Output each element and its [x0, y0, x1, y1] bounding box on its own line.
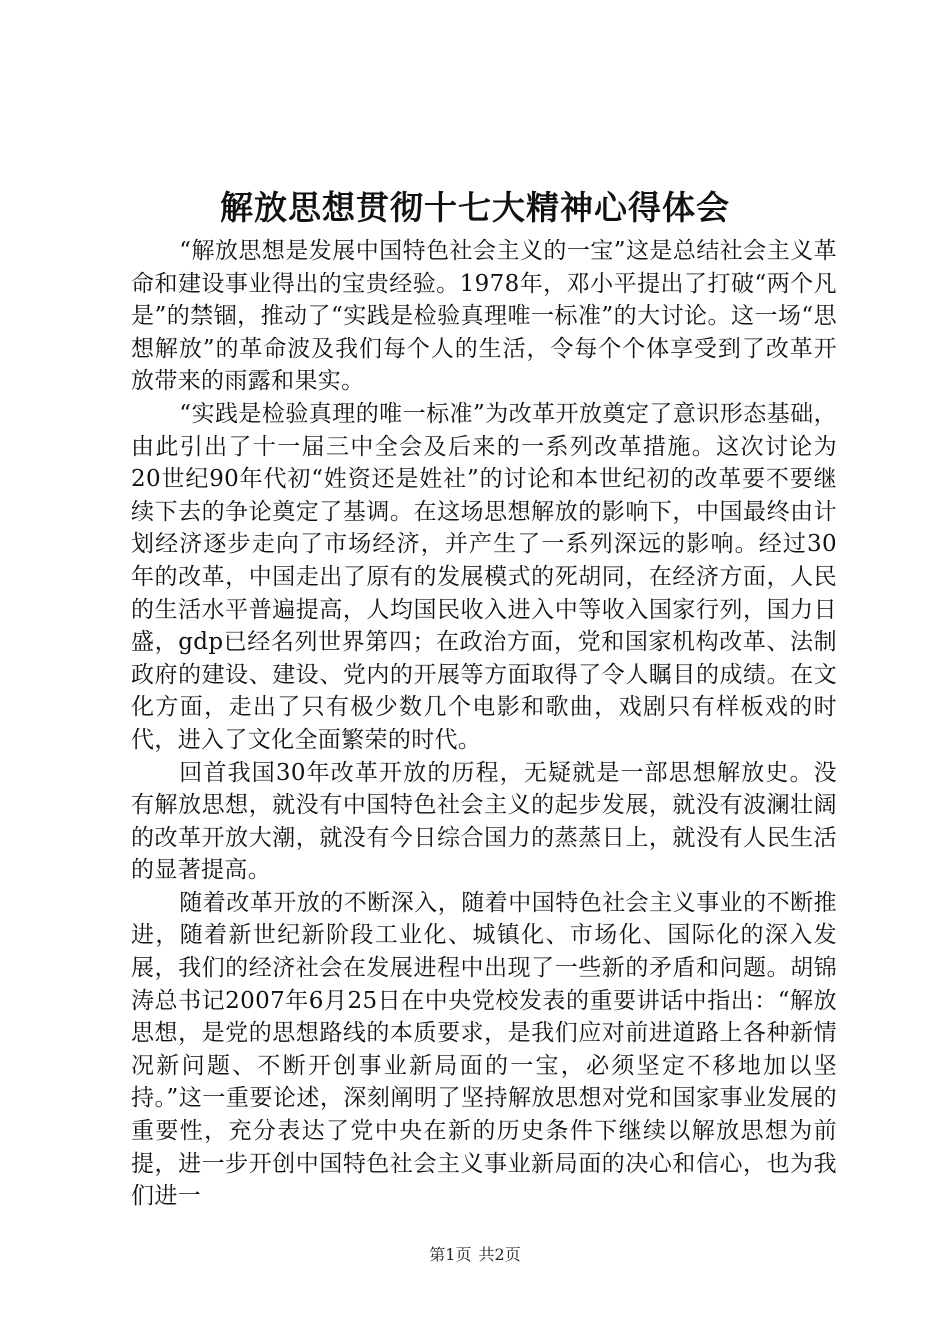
- paragraph-4: 随着改革开放的不断深入，随着中国特色社会主义事业的不断推进，随着新世纪新阶段工业化、城镇化、市场化、国际化的深入发展，我们的经济社会在发展进程中出现了一些新的矛盾和问题。胡锦涛总书记2007年6月25日在中央党校发表的重要讲话中指出：“解放思想，是党的思想路线的本质要求，是我们应对前进道路上各种新情况新问题、不断开创事业新局面的一宝，必须坚定不移地加以坚持。”这一重要论述，深刻阐明了坚持解放思想对党和国家事业发展的重要性，充分表达了党中央在新的历史条件下继续以解放思想为前提，进一步开创中国特色社会主义事业新局面的决心和信心，也为我们进一: [131, 889, 837, 1210]
- page-number-footer: 第1页 共2页: [429, 1245, 521, 1264]
- document-title: 解放思想贯彻十七大精神心得体会: [220, 188, 730, 227]
- paragraph-2: “实践是检验真理的唯一标准”为改革开放奠定了意识形态基础，由此引出了十一届三中全会及后来的一系列改革措施。这次讨论为20世纪90年代初“姓资还是姓社”的讨论和本世纪初的改革要不要继续下去的争论奠定了基调。在这场思想解放的影响下，中国最终由计划经济逐步走向了市场经济，并产生了一系列深远的影响。经过30年的改革，中国走出了原有的发展模式的死胡同，在经济方面，人民的生活水平普遍提高，人均国民收入进入中等收入国家行列，国力日盛，gdp已经名列世界第四；在政治方面，党和国家机构改革、法制政府的建设、建设、党内的开展等方面取得了令人瞩目的成绩。在文化方面，走出了只有极少数几个电影和歌曲，戏剧只有样板戏的时代，进入了文化全面繁荣的时代。: [131, 400, 837, 753]
- paragraph-3: 回首我国30年改革开放的历程，无疑就是一部思想解放史。没有解放思想，就没有中国特色社会主义的起步发展，就没有波澜壮阔的改革开放大潮，就没有今日综合国力的蒸蒸日上，就没有人民生活的显著提高。: [131, 759, 837, 884]
- paragraph-1: “解放思想是发展中国特色社会主义的一宝”这是总结社会主义革命和建设事业得出的宝贵经验。1978年，邓小平提出了打破“两个凡是”的禁锢，推动了“实践是检验真理唯一标准”的大讨论。这一场“思想解放”的革命波及我们每个人的生活，令每个个体享受到了改革开放带来的雨露和果实。: [131, 238, 837, 395]
- document-body: [131, 235, 837, 1213]
